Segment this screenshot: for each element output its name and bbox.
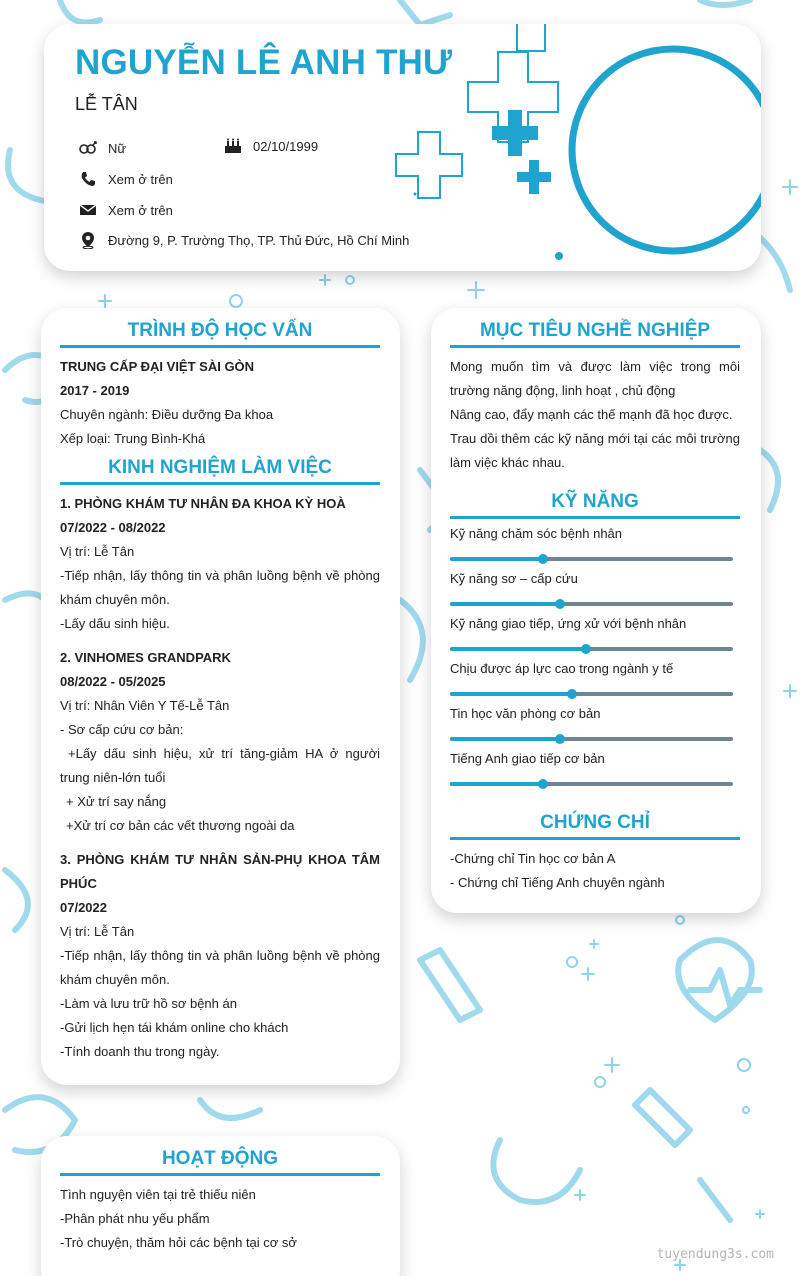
job-2-detail: + Xử trí say nắng xyxy=(66,794,167,809)
address-row xyxy=(79,231,409,249)
objective-title: MỤC TIÊU NGHỀ NGHIỆP xyxy=(450,320,740,348)
skill-level-fill xyxy=(450,692,572,696)
location-icon xyxy=(79,231,97,249)
job-2-detail: - Sơ cấp cứu cơ bản: xyxy=(60,722,184,737)
job-3-detail: -Tính doanh thu trong ngày. xyxy=(60,1044,220,1059)
skill-level-knob xyxy=(555,734,565,744)
birthday-row xyxy=(224,137,318,155)
job-1-position: Vị trí: Lễ Tân xyxy=(60,544,135,559)
skill-label: Tin học văn phòng cơ bản xyxy=(450,706,601,721)
certificate-item: - Chứng chỉ Tiếng Anh chuyên ngành xyxy=(450,875,665,890)
certificates-title: CHỨNG CHỈ xyxy=(450,812,740,840)
education-grade: Xếp loại: Trung Bình-Khá xyxy=(60,431,206,446)
skill-level-knob xyxy=(581,644,591,654)
education-major: Chuyên ngành: Điều dưỡng Đa khoa xyxy=(60,407,274,422)
job-3-position: Vị trí: Lễ Tân xyxy=(60,924,135,939)
education-title: TRÌNH ĐỘ HỌC VẤN xyxy=(60,320,380,348)
skill-level-bar xyxy=(450,647,733,651)
site-watermark: tuyendung3s.com xyxy=(656,1247,774,1262)
skill-level-knob xyxy=(567,689,577,699)
education-experience-card xyxy=(41,308,400,1085)
address-value: Đường 9, P. Trường Thọ, TP. Thủ Đức, Hồ Chí Minh xyxy=(108,232,410,248)
activity-item: Tình nguyện viên tại trẻ thiếu niên xyxy=(60,1187,256,1202)
job-3-detail: -Tiếp nhận, lấy thông tin và phân luồng bệnh về phòng khám chuyên môn. xyxy=(60,948,380,987)
job-3-detail: -Làm và lưu trữ hồ sơ bệnh án xyxy=(60,996,237,1011)
phone-icon xyxy=(79,170,97,188)
education-years: 2017 - 2019 xyxy=(60,383,130,398)
objective-paragraph: Nâng cao, đẩy mạnh các thế mạnh đã học được. xyxy=(450,407,733,422)
email-value: Xem ở trên xyxy=(108,202,173,218)
skill-level-bar xyxy=(450,737,733,741)
activities-title: HOẠT ĐỘNG xyxy=(60,1148,380,1176)
skill-label: Kỹ năng chăm sóc bệnh nhân xyxy=(450,526,623,541)
skill-level-fill xyxy=(450,557,543,561)
email-icon xyxy=(79,201,97,219)
job-2-detail: +Xử trí cơ bản các vết thương ngoài da xyxy=(66,818,295,833)
skill-level-knob xyxy=(538,779,548,789)
job-1-company: 1. PHÒNG KHÁM TƯ NHÂN ĐA KHOA KỲ HOÀ xyxy=(60,496,346,511)
skill-label: Kỹ năng sơ – cấp cứu xyxy=(450,571,578,586)
activities-card xyxy=(41,1136,400,1276)
activity-item: -Phân phát nhu yếu phẩm xyxy=(60,1211,210,1226)
phone-value: Xem ở trên xyxy=(108,171,173,187)
objective-paragraph: Trau dồi thêm các kỹ năng mới tại các môi trường làm việc khác nhau. xyxy=(450,431,740,470)
birthday-value: 02/10/1999 xyxy=(253,138,319,154)
job-1-detail: -Lấy dấu sinh hiệu. xyxy=(60,616,170,631)
job-3-company: 3. PHÒNG KHÁM TƯ NHÂN SẢN-PHỤ KHOA TÂM PHÚC xyxy=(60,852,380,891)
skill-level-bar xyxy=(450,782,733,786)
skill-label: Chịu được áp lực cao trong ngành y tế xyxy=(450,661,674,676)
job-2-company: 2. VINHOMES GRANDPARK xyxy=(60,650,231,665)
phone-row xyxy=(79,170,173,188)
job-2-detail: +Lấy dấu sinh hiệu, xử trí tăng-giảm HA ở người trung niên-lớn tuổi xyxy=(60,746,380,785)
medical-cross-decoration xyxy=(384,24,761,271)
skill-level-fill xyxy=(450,647,586,651)
job-1-detail: -Tiếp nhận, lấy thông tin và phân luồng bệnh về phòng khám chuyên môn. xyxy=(60,568,380,607)
profile-header-card xyxy=(44,24,761,271)
objective-skills-card xyxy=(431,308,761,913)
skill-level-knob xyxy=(555,599,565,609)
skills-title: KỸ NĂNG xyxy=(450,491,740,519)
job-2-position: Vị trí: Nhân Viên Y Tế-Lễ Tân xyxy=(60,698,230,713)
candidate-name: NGUYỄN LÊ ANH THƯ xyxy=(75,43,453,82)
activity-item: -Trò chuyện, thăm hỏi các bệnh tại cơ sở xyxy=(60,1235,297,1250)
gender-value: Nữ xyxy=(108,140,127,156)
education-school: TRUNG CẤP ĐẠI VIỆT SÀI GÒN xyxy=(60,359,255,374)
skill-level-bar xyxy=(450,557,733,561)
skill-level-fill xyxy=(450,602,560,606)
birthday-cake-icon xyxy=(224,137,242,155)
job-1-period: 07/2022 - 08/2022 xyxy=(60,520,166,535)
skill-level-knob xyxy=(538,554,548,564)
job-2-period: 08/2022 - 05/2025 xyxy=(60,674,166,689)
job-3-detail: -Gửi lịch hẹn tái khám online cho khách xyxy=(60,1020,289,1035)
email-row xyxy=(79,201,173,219)
skill-level-fill xyxy=(450,737,560,741)
certificate-item: -Chứng chỉ Tin học cơ bản A xyxy=(450,851,616,866)
experience-title: KINH NGHIỆM LÀM VIỆC xyxy=(60,457,380,485)
gender-row xyxy=(79,139,126,157)
skill-level-bar xyxy=(450,692,733,696)
candidate-role: LỄ TÂN xyxy=(75,94,138,114)
skill-level-fill xyxy=(450,782,543,786)
skill-level-bar xyxy=(450,602,733,606)
skill-label: Kỹ năng giao tiếp, ứng xử với bệnh nhân xyxy=(450,616,687,631)
objective-paragraph: Mong muốn tìm và được làm việc trong môi trường năng động, linh hoạt , chủ động xyxy=(450,359,740,398)
job-3-period: 07/2022 xyxy=(60,900,107,915)
skill-label: Tiếng Anh giao tiếp cơ bản xyxy=(450,751,605,766)
gender-icon xyxy=(79,139,97,157)
